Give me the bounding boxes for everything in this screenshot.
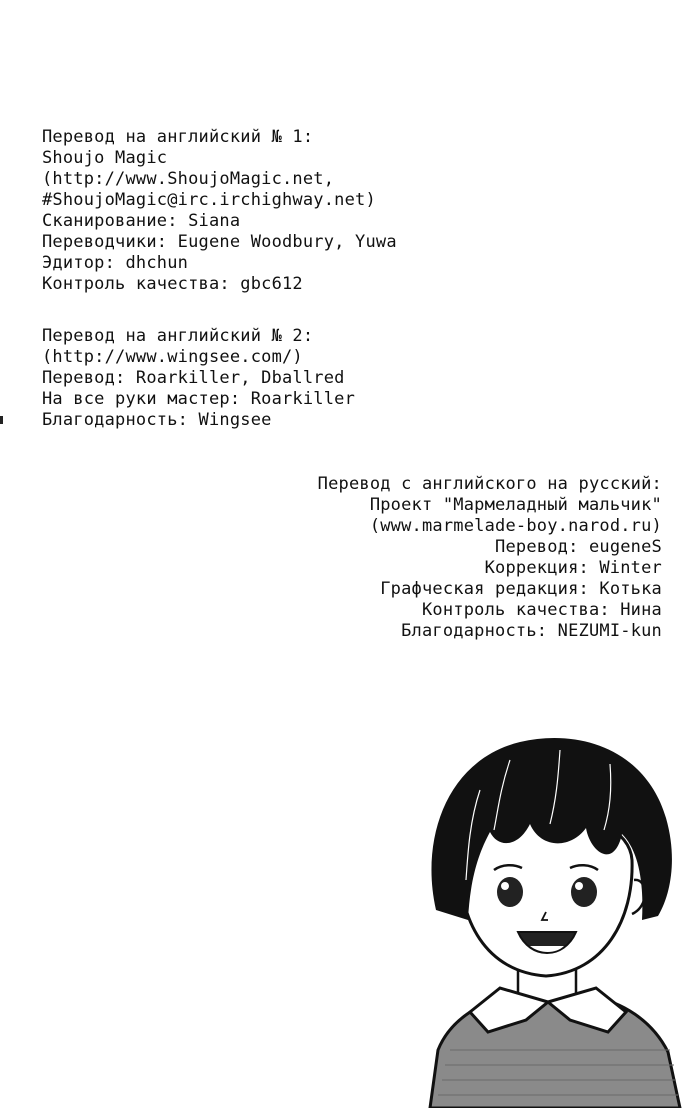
credit-line: Контроль качества: gbc612 [42,274,303,294]
credit-line: Графческая редакция: Котька [380,579,662,599]
credit-line: (www.marmelade-boy.narod.ru) [369,516,662,536]
credit-line: Благодарность: Wingsee [42,410,272,430]
credit-line: Перевод: eugeneS [495,537,662,557]
credit-line: (http://www.ShoujoMagic.net, [42,169,335,189]
credit-line: Переводчики: Eugene Woodbury, Yuwa [42,232,397,252]
credit-line: Перевод: Roarkiller, Dballred [42,368,345,388]
credit-line: Проект "Мармеладный мальчик" [369,495,662,515]
english-translation-1-credits [42,127,397,295]
credit-line: Коррекция: Winter [484,558,662,578]
credit-line: Благодарность: NEZUMI-kun [401,621,662,641]
credit-line: Перевод с английского на русский: [317,474,662,494]
credit-line: Эдитор: dhchun [42,253,189,273]
credit-line: Перевод на английский № 2: [42,326,314,346]
english-translation-2-credits [42,326,355,431]
credit-line: Сканирование: Siana [42,211,241,231]
credit-line: #ShoujoMagic@irc.irchighway.net) [42,190,376,210]
russian-translation-credits [318,474,662,642]
credit-line: На все руки мастер: Roarkiller [42,389,356,409]
credit-line: Shoujo Magic [42,148,168,168]
credit-line: (http://www.wingsee.com/) [42,347,303,367]
credit-line: Контроль качества: Нина [421,600,662,620]
page-margin-mark [0,416,3,424]
smiling-girl-illustration [390,720,700,1108]
credit-line: Перевод на английский № 1: [42,127,314,147]
